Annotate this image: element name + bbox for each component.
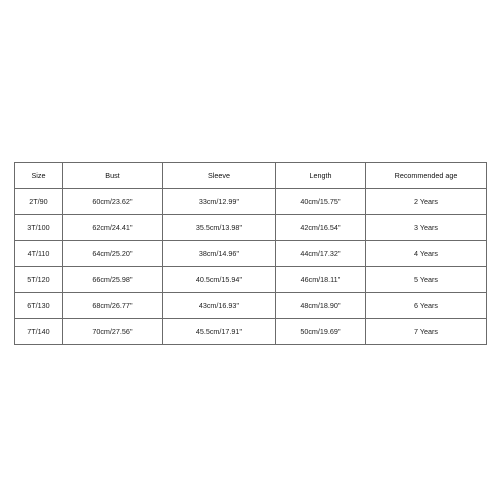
- header-size: Size: [14, 162, 63, 189]
- cell-recommended-age: 3 Years: [366, 215, 487, 241]
- cell-length: 46cm/18.11'': [276, 267, 366, 293]
- cell-length: 48cm/18.90'': [276, 293, 366, 319]
- cell-bust: 60cm/23.62'': [63, 189, 163, 215]
- cell-bust: 70cm/27.56'': [63, 319, 163, 345]
- cell-bust: 62cm/24.41'': [63, 215, 163, 241]
- cell-sleeve: 43cm/16.93'': [163, 293, 276, 319]
- cell-bust: 64cm/25.20'': [63, 241, 163, 267]
- header-recommended-age: Recommended age: [366, 162, 487, 189]
- cell-length: 42cm/16.54'': [276, 215, 366, 241]
- cell-recommended-age: 5 Years: [366, 267, 487, 293]
- table-row: [14, 241, 487, 267]
- cell-recommended-age: 6 Years: [366, 293, 487, 319]
- cell-bust: 66cm/25.98'': [63, 267, 163, 293]
- cell-sleeve: 33cm/12.99'': [163, 189, 276, 215]
- cell-sleeve: 35.5cm/13.98'': [163, 215, 276, 241]
- header-length: Length: [276, 162, 366, 189]
- cell-bust: 68cm/26.77'': [63, 293, 163, 319]
- table-row: [14, 267, 487, 293]
- cell-sleeve: 45.5cm/17.91'': [163, 319, 276, 345]
- cell-length: 50cm/19.69'': [276, 319, 366, 345]
- cell-size: 5T/120: [14, 267, 63, 293]
- cell-recommended-age: 7 Years: [366, 319, 487, 345]
- cell-recommended-age: 2 Years: [366, 189, 487, 215]
- table-row: [14, 215, 487, 241]
- header-sleeve: Sleeve: [163, 162, 276, 189]
- cell-sleeve: 40.5cm/15.94'': [163, 267, 276, 293]
- cell-recommended-age: 4 Years: [366, 241, 487, 267]
- cell-size: 7T/140: [14, 319, 63, 345]
- cell-size: 2T/90: [14, 189, 63, 215]
- cell-size: 4T/110: [14, 241, 63, 267]
- table-row: [14, 189, 487, 215]
- header-bust: Bust: [63, 162, 163, 189]
- header-row: [14, 162, 487, 189]
- table-row: [14, 319, 487, 345]
- cell-length: 44cm/17.32'': [276, 241, 366, 267]
- cell-sleeve: 38cm/14.96'': [163, 241, 276, 267]
- table-row: [14, 293, 487, 319]
- cell-length: 40cm/15.75'': [276, 189, 366, 215]
- size-chart-table: [14, 162, 487, 345]
- cell-size: 3T/100: [14, 215, 63, 241]
- cell-size: 6T/130: [14, 293, 63, 319]
